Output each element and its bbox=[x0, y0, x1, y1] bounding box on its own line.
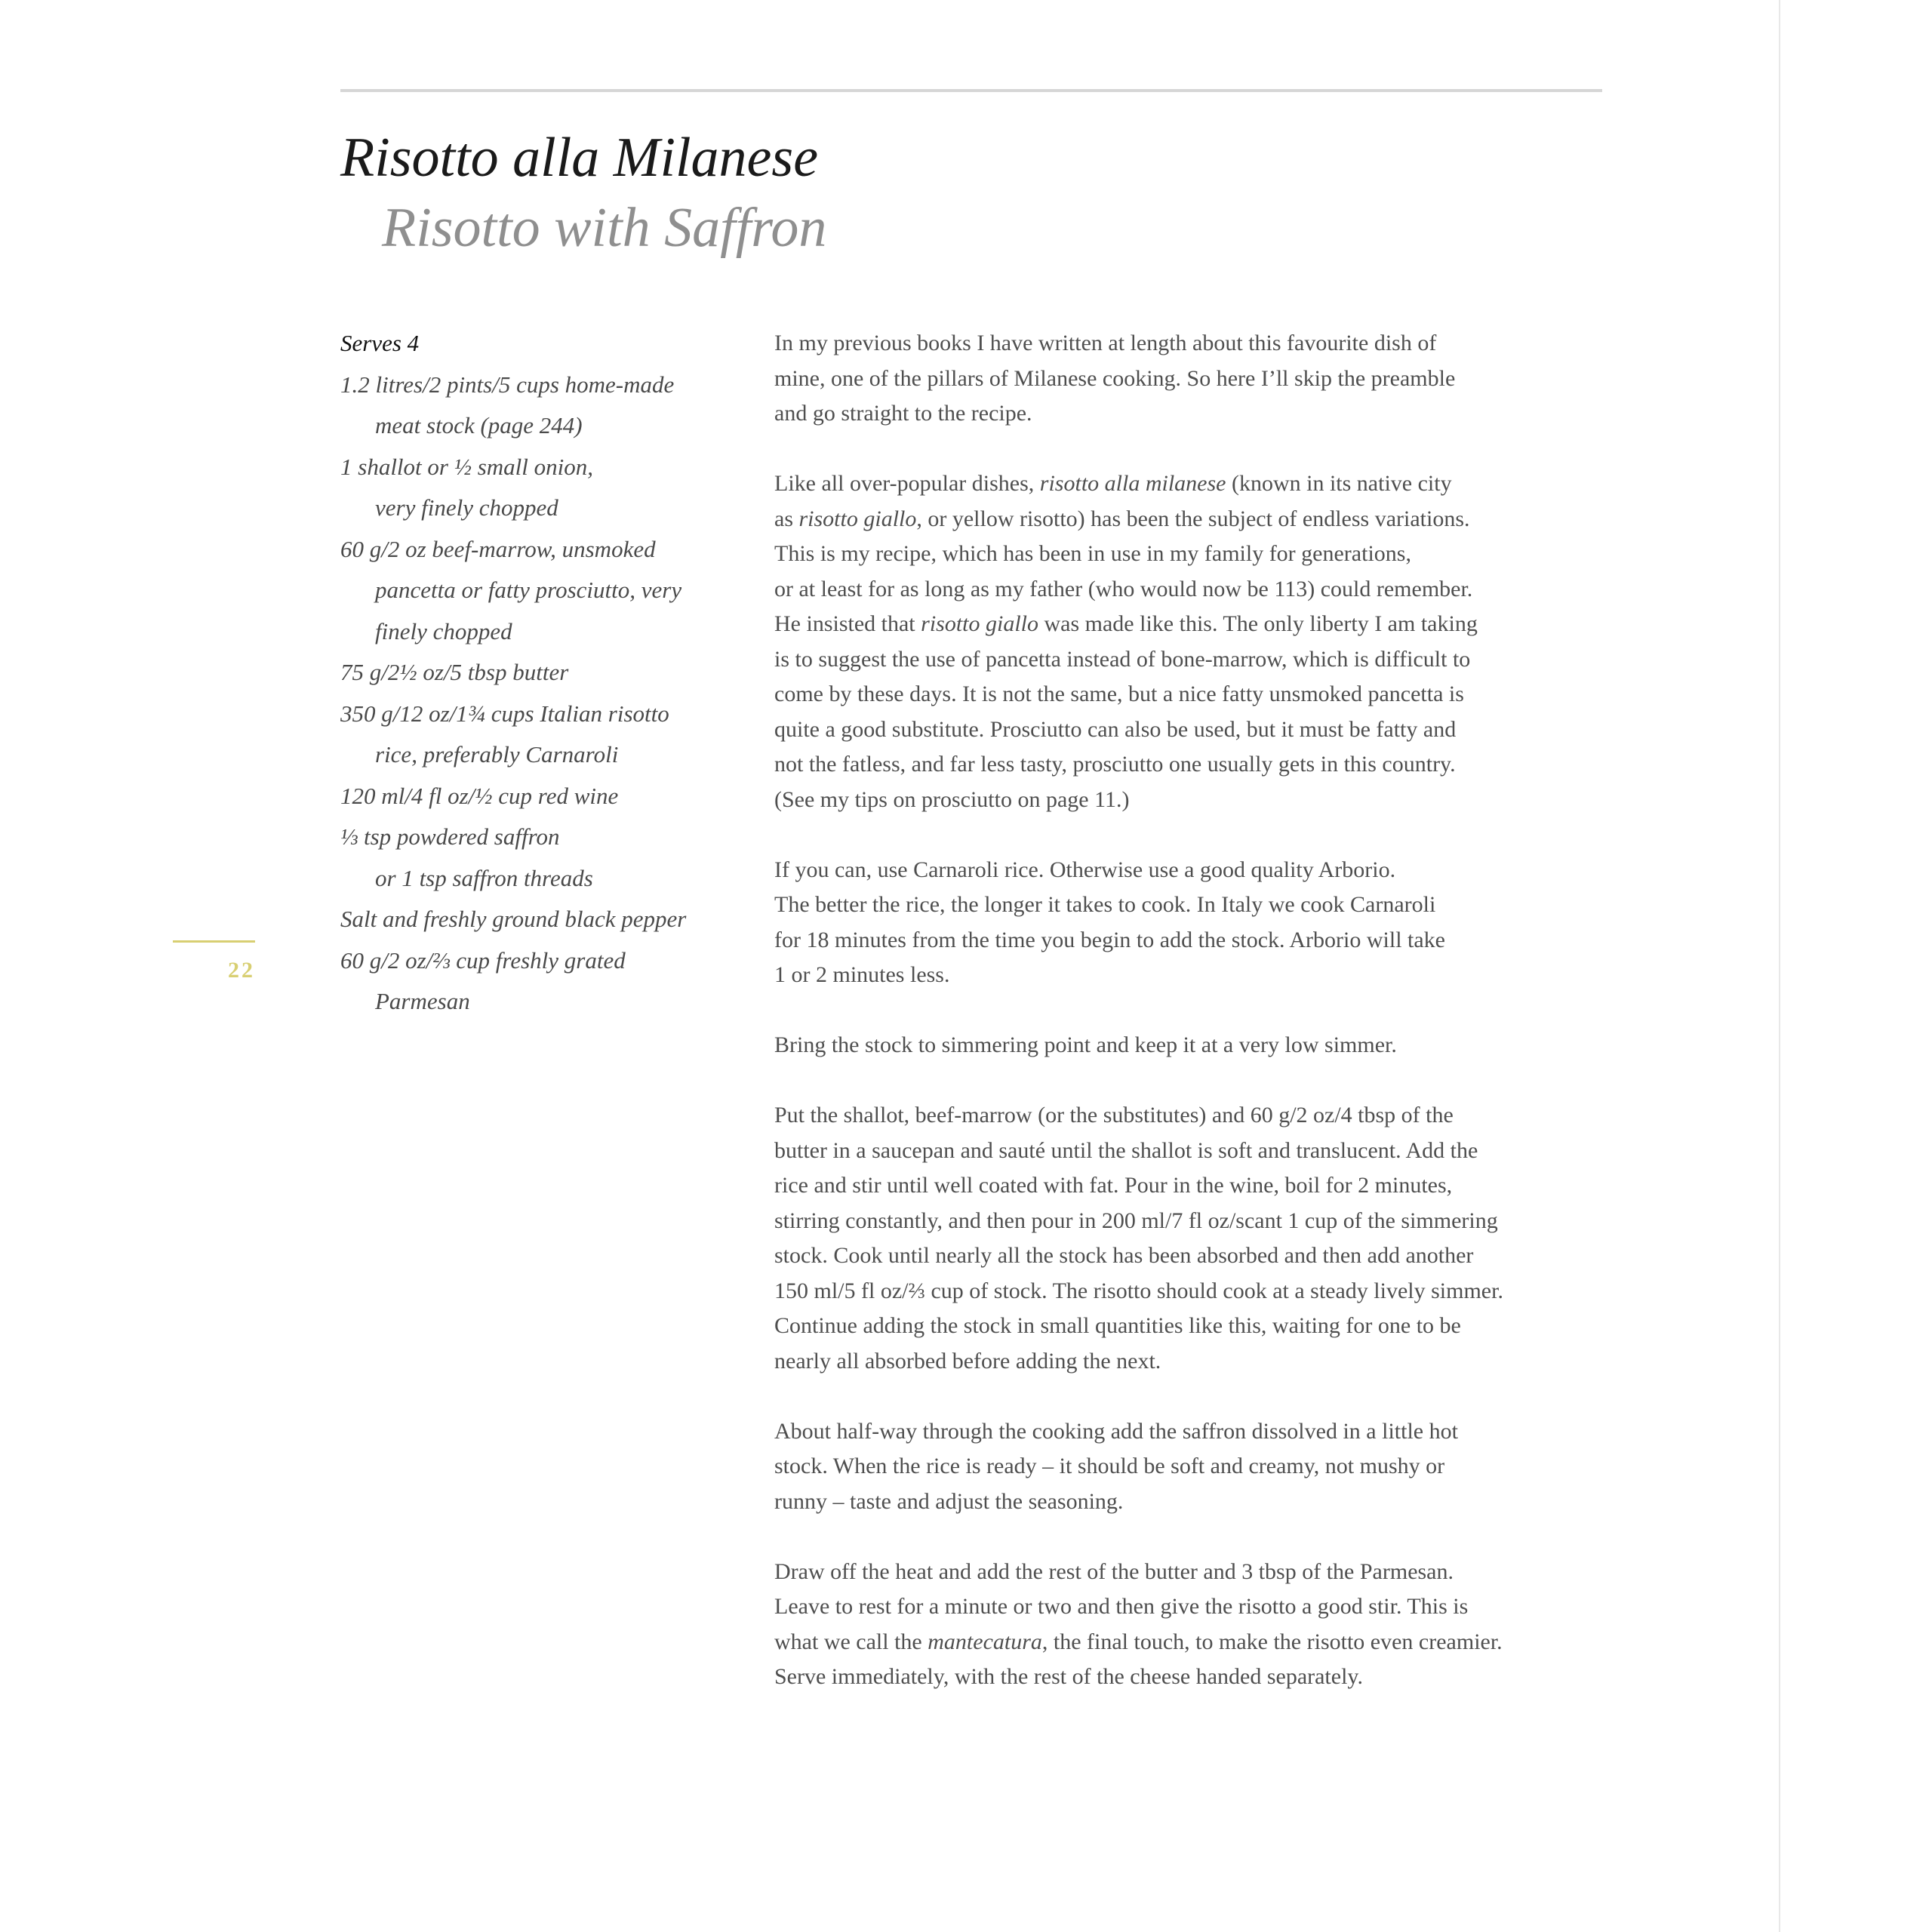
method-line bbox=[774, 396, 1612, 432]
text-segment: In my previous books I have written at length about this favourite dish of bbox=[774, 331, 1437, 355]
method-line bbox=[774, 466, 1612, 502]
ingredient-item bbox=[340, 776, 733, 817]
method-line bbox=[774, 923, 1612, 958]
ingredient-item bbox=[340, 447, 733, 529]
text-segment: Put the shallot, beef-marrow (or the substitutes) and 60 g/2 oz/4 tbsp of the bbox=[774, 1103, 1454, 1128]
ingredient-item bbox=[340, 529, 733, 653]
method-paragraph bbox=[774, 853, 1612, 993]
ingredient-line: pancetta or fatty prosciutto, very bbox=[375, 577, 682, 603]
text-segment: This is my recipe, which has been in use in my family for generations, bbox=[774, 541, 1411, 566]
italic-term: risotto alla milanese bbox=[1039, 471, 1226, 496]
text-segment: stock. When the rice is ready – it should be soft and creamy, not mushy or bbox=[774, 1454, 1445, 1478]
method-paragraph bbox=[774, 326, 1612, 432]
serves-label: Serves 4 bbox=[340, 330, 420, 356]
method-line bbox=[774, 1589, 1612, 1625]
text-segment: About half-way through the cooking add the saffron dissolved in a little hot bbox=[774, 1418, 1458, 1444]
italic-term: risotto giallo bbox=[921, 611, 1038, 636]
method-line bbox=[774, 502, 1612, 537]
top-rule bbox=[340, 89, 1602, 92]
text-segment: 150 ml/5 fl oz/⅔ cup of stock. The risotto should cook at a steady lively simmer. bbox=[774, 1278, 1503, 1303]
text-segment: butter in a saucepan and sauté until the shallot is soft and translucent. Add the bbox=[774, 1137, 1478, 1163]
ingredient-item bbox=[340, 694, 733, 776]
text-segment: nearly all absorbed before adding the next. bbox=[774, 1348, 1161, 1374]
method-line bbox=[774, 1028, 1612, 1063]
method-line bbox=[774, 853, 1612, 888]
method-line bbox=[774, 1238, 1612, 1274]
method-line bbox=[774, 1484, 1612, 1520]
method-line bbox=[774, 1449, 1612, 1484]
text-segment: , the final touch, to make the risotto even creamier. bbox=[1041, 1629, 1503, 1654]
method-line bbox=[774, 642, 1612, 678]
text-segment: rice and stir until well coated with fat. Pour in the wine, boil for 2 minutes, bbox=[774, 1173, 1453, 1198]
recipe-title-english: Risotto with Saffron bbox=[382, 197, 827, 259]
text-segment: Like all over-popular dishes, bbox=[774, 471, 1040, 496]
recipe-title-italian: Risotto alla Milanese bbox=[340, 127, 819, 189]
text-segment: If you can, use Carnaroli rice. Otherwise use a good quality Arborio. bbox=[774, 857, 1396, 882]
ingredient-item bbox=[340, 365, 733, 447]
page-number-rule bbox=[173, 940, 255, 943]
ingredient-line: 1.2 litres/2 pints/5 cups home-made bbox=[340, 371, 675, 398]
text-segment: stirring constantly, and then pour in 200 ml/7 fl oz/scant 1 cup of the simmering bbox=[774, 1208, 1498, 1233]
method-text bbox=[774, 326, 1612, 1730]
text-segment: runny – taste and adjust the seasoning. bbox=[774, 1488, 1124, 1514]
ingredient-line: 120 ml/4 fl oz/½ cup red wine bbox=[340, 782, 619, 809]
text-segment: Draw off the heat and add the rest of the butter and 3 tbsp of the Parmesan. bbox=[774, 1558, 1454, 1584]
ingredient-line: meat stock (page 244) bbox=[375, 412, 583, 438]
ingredient-item bbox=[340, 817, 733, 899]
method-line bbox=[774, 1168, 1612, 1204]
ingredient-line: 60 g/2 oz beef-marrow, unsmoked bbox=[340, 535, 656, 562]
method-paragraph bbox=[774, 1028, 1612, 1063]
ingredient-item bbox=[340, 652, 733, 694]
page-edge-divider bbox=[1779, 0, 1780, 1932]
ingredient-line: ⅓ tsp powdered saffron bbox=[340, 823, 560, 850]
ingredient-item bbox=[340, 940, 733, 1023]
ingredient-line: Salt and freshly ground black pepper bbox=[340, 906, 687, 932]
method-line bbox=[774, 1309, 1612, 1344]
ingredient-line: 75 g/2½ oz/5 tbsp butter bbox=[340, 659, 569, 685]
text-segment: He insisted that bbox=[774, 611, 921, 636]
method-line bbox=[774, 747, 1612, 783]
text-segment: was made like this. The only liberty I am taking bbox=[1038, 611, 1478, 636]
ingredient-line: Parmesan bbox=[375, 988, 470, 1014]
ingredient-line: 350 g/12 oz/1¾ cups Italian risotto bbox=[340, 700, 669, 727]
method-paragraph bbox=[774, 1098, 1612, 1379]
text-segment: Continue adding the stock in small quantities like this, waiting for one to be bbox=[774, 1313, 1461, 1338]
method-line bbox=[774, 607, 1612, 642]
method-paragraph bbox=[774, 1414, 1612, 1520]
ingredient-line: very finely chopped bbox=[375, 494, 558, 521]
method-line bbox=[774, 361, 1612, 397]
method-line bbox=[774, 1625, 1612, 1660]
text-segment: and go straight to the recipe. bbox=[774, 401, 1032, 426]
text-segment: what we call the bbox=[774, 1629, 928, 1654]
method-line bbox=[774, 326, 1612, 361]
method-line bbox=[774, 1660, 1612, 1695]
method-line bbox=[774, 1274, 1612, 1309]
text-segment: stock. Cook until nearly all the stock has been absorbed and then add another bbox=[774, 1243, 1474, 1268]
method-line bbox=[774, 1098, 1612, 1134]
method-line bbox=[774, 677, 1612, 712]
text-segment: quite a good substitute. Prosciutto can also be used, but it must be fatty and bbox=[774, 716, 1457, 742]
method-paragraph bbox=[774, 466, 1612, 817]
text-segment: Bring the stock to simmering point and keep it at a very low simmer. bbox=[774, 1032, 1397, 1057]
italic-term: risotto giallo bbox=[798, 506, 917, 531]
text-segment: or at least for as long as my father (who would now be 113) could remember. bbox=[774, 576, 1473, 601]
text-segment: not the fatless, and far less tasty, prosciutto one usually gets in this country. bbox=[774, 752, 1456, 777]
ingredient-line: rice, preferably Carnaroli bbox=[375, 741, 619, 768]
text-segment: The better the rice, the longer it takes to cook. In Italy we cook Carnaroli bbox=[774, 892, 1436, 917]
method-paragraph bbox=[774, 1555, 1612, 1695]
method-line bbox=[774, 958, 1612, 993]
text-segment: mine, one of the pillars of Milanese cooking. So here I’ll skip the preamble bbox=[774, 365, 1456, 391]
text-segment: Serve immediately, with the rest of the cheese handed separately. bbox=[774, 1664, 1363, 1689]
text-segment: (See my tips on prosciutto on page 11.) bbox=[774, 786, 1130, 812]
method-line bbox=[774, 1555, 1612, 1590]
method-line bbox=[774, 712, 1612, 748]
method-line bbox=[774, 1134, 1612, 1169]
text-segment: 1 or 2 minutes less. bbox=[774, 962, 950, 987]
method-line bbox=[774, 888, 1612, 923]
text-segment: Leave to rest for a minute or two and then give the risotto a good stir. This is bbox=[774, 1594, 1469, 1619]
italic-term: mantecatura bbox=[928, 1629, 1042, 1654]
ingredient-line: or 1 tsp saffron threads bbox=[375, 864, 593, 891]
method-line bbox=[774, 572, 1612, 608]
text-segment: as bbox=[774, 506, 799, 531]
ingredient-line: finely chopped bbox=[375, 617, 512, 645]
text-segment: , or yellow risotto) has been the subject of endless variations. bbox=[916, 506, 1470, 531]
ingredients-list bbox=[340, 323, 733, 1023]
page-number: 22 bbox=[228, 958, 255, 983]
method-line bbox=[774, 783, 1612, 818]
method-line bbox=[774, 1414, 1612, 1450]
text-segment: is to suggest the use of pancetta instead of bone-marrow, which is difficult to bbox=[774, 646, 1471, 672]
text-segment: come by these days. It is not the same, but a nice fatty unsmoked pancetta is bbox=[774, 681, 1464, 706]
method-line bbox=[774, 1344, 1612, 1380]
method-line bbox=[774, 537, 1612, 572]
ingredient-item bbox=[340, 899, 733, 940]
method-line bbox=[774, 1204, 1612, 1239]
text-segment: (known in its native city bbox=[1226, 471, 1452, 496]
ingredient-line: 60 g/2 oz/⅔ cup freshly grated bbox=[340, 946, 626, 974]
ingredient-line: 1 shallot or ½ small onion, bbox=[340, 453, 594, 480]
text-segment: for 18 minutes from the time you begin to add the stock. Arborio will take bbox=[774, 927, 1445, 952]
